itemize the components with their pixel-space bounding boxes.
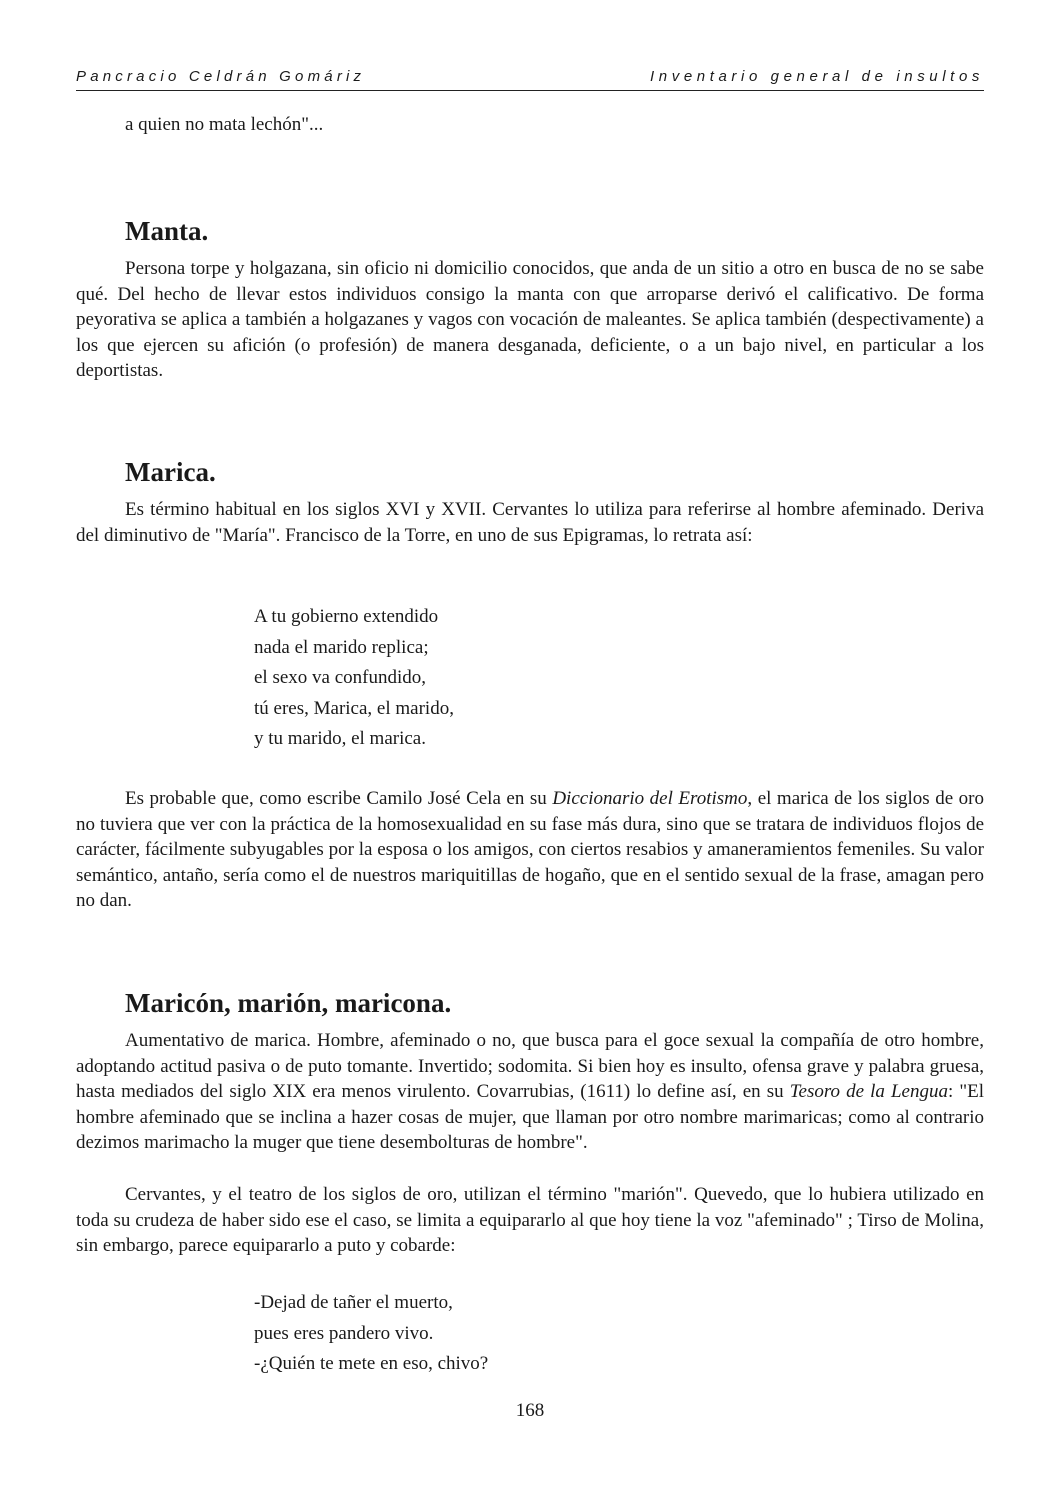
- paragraph-text-start: Aumentativo de marica. Hombre, afeminado o no, que busca para el goce sexual la compañía de otro hombre, adoptando actitud pasiva o de puto tomante. Invertido; sodomita. Si bien hoy es insulto, ofensa grave y palabra gruesa, hasta mediados del siglo XIX era menos virulento. Covarrubias, (1611) lo define así, en su: [76, 1030, 984, 1102]
- work-title-diccionario: Diccionario del Erotismo: [552, 788, 748, 809]
- verse-tirso: [254, 1288, 488, 1380]
- commentary-text-end: , el marica de los siglos de oro no tuviera que ver con la práctica de la homosexualidad en su fase más dura, sino que se tratara de individuos flojos de carácter, fácilmente subyugables por la esposa o los amigos, con ciertos resabios y amaneramientos femeniles. Su valor semántico, antaño, sería como el de nuestros mariquitillas de hogaño, que en el sentido sexual de la frase, amagan pero no dan.: [76, 788, 985, 911]
- entry-maricon-paragraph-1: [76, 1028, 984, 1156]
- verse-line: y tu marido, el marica.: [254, 728, 426, 749]
- work-title-tesoro: Tesoro de la Lengua: [789, 1081, 948, 1102]
- entry-marica-intro: Es término habitual en los siglos XVI y XVII. Cervantes lo utiliza para referirse al hombre afeminado. Deriva del diminutivo de "María". Francisco de la Torre, en uno de sus Epigramas, lo retrata así:: [76, 499, 984, 546]
- entry-title-marica: Marica.: [125, 457, 216, 487]
- verse-line: tú eres, Marica, el marido,: [254, 697, 454, 719]
- verse-line: -Dejad de tañer el muerto,: [254, 1292, 453, 1313]
- header-book-title: Inventario general de insultos: [650, 68, 984, 85]
- entry-marica-commentary: [76, 786, 984, 914]
- verse-line: el sexo va confundido,: [254, 667, 427, 688]
- commentary-text-start: Es probable que, como escribe Camilo José Cela en su: [125, 788, 553, 809]
- paragraph-text-end: : "El hombre afeminado que se inclina a hazer cosas de mujer, que llaman por otro nombre marimaricas; como al contrario dezimos marimacho la muger que tiene desembolturas de hombre".: [76, 1081, 985, 1153]
- running-header: [76, 68, 984, 91]
- verse-line: -¿Quién te mete en eso, chivo?: [254, 1353, 489, 1374]
- verse-line: A tu gobierno extendido: [254, 606, 439, 627]
- entry-manta-paragraph: Persona torpe y holgazana, sin oficio ni domicilio conocidos, que anda de un sitio a otro en busca de no se sabe qué. Del hecho de llevar estos individuos consigo la manta con que arroparse derivó el calificativo. De forma peyorativa se aplica a también a holgazanes y vagos con vocación de maleantes. Se aplica también (despectivamente) a los que ejercen su afición (o profesión) de manera desganada, deficiente, o a un bajo nivel, en particular a los deportistas.: [76, 258, 984, 381]
- entry-title-manta: Manta.: [125, 216, 209, 246]
- header-author: Pancracio Celdrán Gomáriz: [76, 68, 366, 85]
- verse-epigrama: [254, 602, 454, 755]
- page-number: 168: [515, 1400, 545, 1421]
- verse-line: nada el marido replica;: [254, 636, 429, 658]
- verse-line: pues eres pandero vivo.: [254, 1322, 434, 1344]
- entry-title-maricon: Maricón, marión, maricona.: [125, 988, 452, 1018]
- entry-maricon-paragraph-2: Cervantes, y el teatro de los siglos de oro, utilizan el término "marión". Quevedo, que lo hubiera utilizado en toda su crudeza de haber sido ese el caso, se limita a equipararlo al que hoy tiene la voz "afeminado" ; Tirso de Molina, sin embargo, parece equipararlo a puto y cobarde:: [76, 1184, 984, 1256]
- continuation-line: a quien no mata lechón"...: [125, 114, 324, 135]
